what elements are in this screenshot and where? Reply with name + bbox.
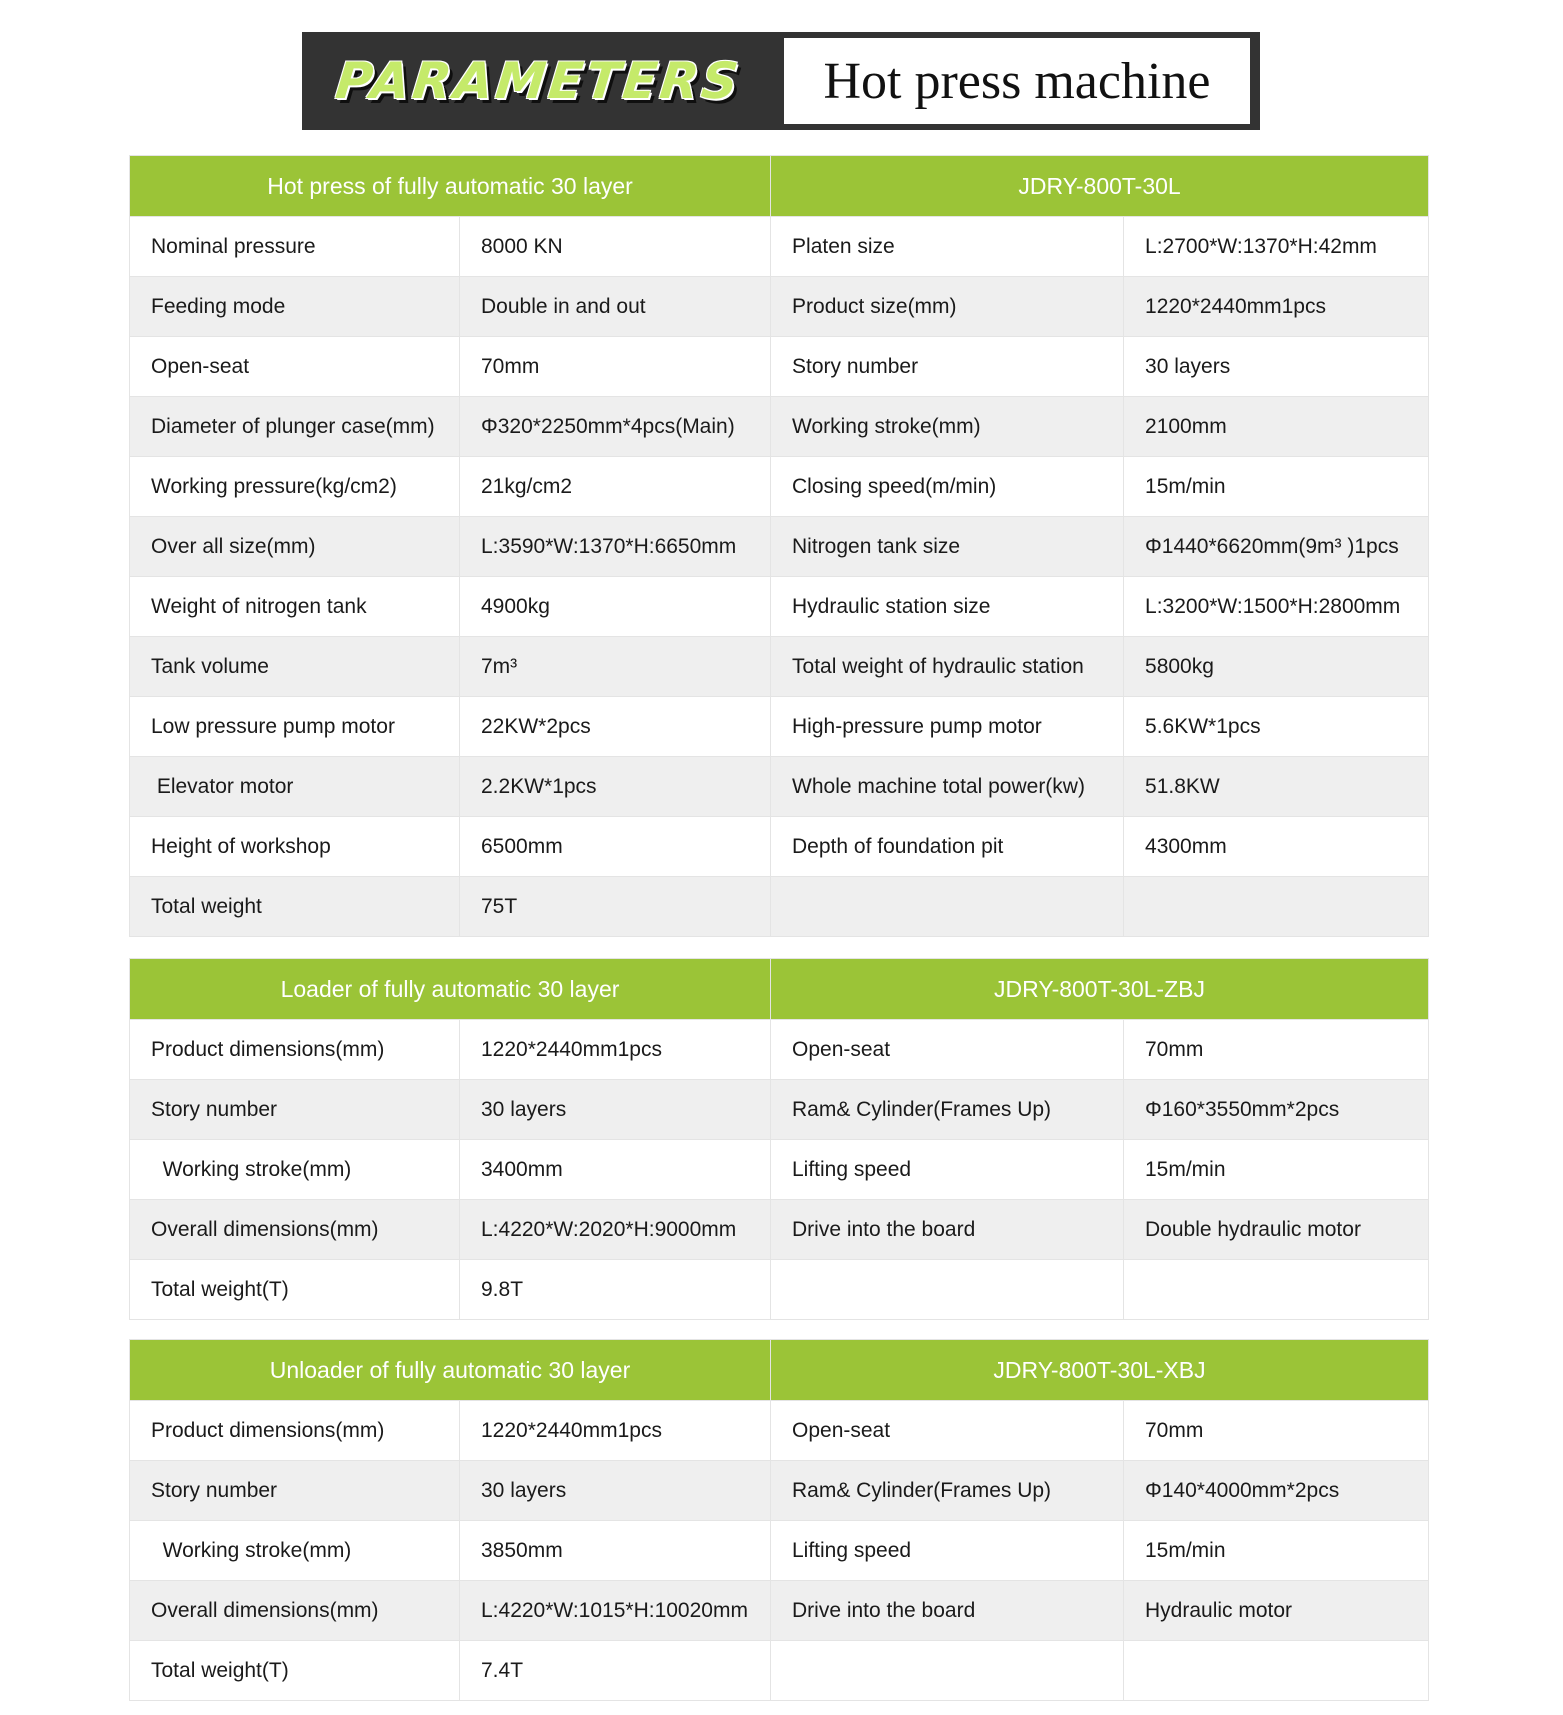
table-row	[130, 697, 1429, 757]
banner-title-panel	[302, 32, 774, 130]
table-header-row	[130, 1340, 1429, 1401]
parameter-value: 70mm	[1124, 1401, 1429, 1461]
table-row	[130, 577, 1429, 637]
parameter-label: Hydraulic station size	[771, 577, 1124, 637]
parameter-value: 70mm	[460, 337, 771, 397]
parameter-value	[1124, 877, 1429, 937]
parameter-label	[771, 1260, 1124, 1320]
parameter-label: Total weight(T)	[130, 1641, 460, 1701]
table-header-row	[130, 156, 1429, 217]
parameter-value: 15m/min	[1124, 1521, 1429, 1581]
table-row	[130, 1200, 1429, 1260]
parameter-label: Product dimensions(mm)	[130, 1020, 460, 1080]
parameter-label: Product size(mm)	[771, 277, 1124, 337]
parameter-value: 1220*2440mm1pcs	[460, 1401, 771, 1461]
table-row	[130, 1401, 1429, 1461]
parameter-value: 30 layers	[1124, 337, 1429, 397]
parameter-label: Open-seat	[130, 337, 460, 397]
table-row	[130, 217, 1429, 277]
parameter-value: 9.8T	[460, 1260, 771, 1320]
parameter-label: Depth of foundation pit	[771, 817, 1124, 877]
parameter-label: Product dimensions(mm)	[130, 1401, 460, 1461]
parameter-label: Closing speed(m/min)	[771, 457, 1124, 517]
parameter-label: Platen size	[771, 217, 1124, 277]
parameter-value: 4900kg	[460, 577, 771, 637]
table-title: Loader of fully automatic 30 layer	[130, 959, 771, 1020]
table-row	[130, 1521, 1429, 1581]
parameter-label	[771, 877, 1124, 937]
table-row	[130, 1020, 1429, 1080]
parameter-value: Φ320*2250mm*4pcs(Main)	[460, 397, 771, 457]
parameter-value: 5.6KW*1pcs	[1124, 697, 1429, 757]
parameter-label: Whole machine total power(kw)	[771, 757, 1124, 817]
parameter-value	[1124, 1260, 1429, 1320]
table-title: Hot press of fully automatic 30 layer	[130, 156, 771, 217]
parameter-value: 21kg/cm2	[460, 457, 771, 517]
model-number: JDRY-800T-30L-ZBJ	[771, 959, 1429, 1020]
parameter-value: 1220*2440mm1pcs	[460, 1020, 771, 1080]
banner-subtitle: Hot press machine	[823, 52, 1211, 110]
table-row	[130, 337, 1429, 397]
parameter-value: L:4220*W:1015*H:10020mm	[460, 1581, 771, 1641]
parameter-value: 1220*2440mm1pcs	[1124, 277, 1429, 337]
hot-press-spec-table	[129, 155, 1429, 937]
parameter-value: 6500mm	[460, 817, 771, 877]
parameter-value: 7m³	[460, 637, 771, 697]
parameter-label: Story number	[771, 337, 1124, 397]
model-number: JDRY-800T-30L	[771, 156, 1429, 217]
parameter-value: Φ140*4000mm*2pcs	[1124, 1461, 1429, 1521]
parameter-value: 30 layers	[460, 1461, 771, 1521]
unloader-spec-table	[129, 1339, 1429, 1701]
table-row	[130, 1140, 1429, 1200]
parameter-value: Double hydraulic motor	[1124, 1200, 1429, 1260]
parameter-label: Diameter of plunger case(mm)	[130, 397, 460, 457]
parameter-label: Nitrogen tank size	[771, 517, 1124, 577]
parameters-banner	[302, 32, 1260, 130]
parameter-value: Double in and out	[460, 277, 771, 337]
table-row	[130, 1461, 1429, 1521]
table-row	[130, 877, 1429, 937]
banner-title: PARAMETERS	[332, 52, 744, 110]
table-title: Unloader of fully automatic 30 layer	[130, 1340, 771, 1401]
parameter-label: Drive into the board	[771, 1200, 1124, 1260]
parameter-value: L:3200*W:1500*H:2800mm	[1124, 577, 1429, 637]
parameter-label: Total weight(T)	[130, 1260, 460, 1320]
parameter-label: Elevator motor	[130, 757, 460, 817]
parameter-label: Open-seat	[771, 1401, 1124, 1461]
parameter-value: 75T	[460, 877, 771, 937]
model-number: JDRY-800T-30L-XBJ	[771, 1340, 1429, 1401]
table-row	[130, 397, 1429, 457]
table-row	[130, 1641, 1429, 1701]
parameter-label: Nominal pressure	[130, 217, 460, 277]
parameter-label: Lifting speed	[771, 1140, 1124, 1200]
parameter-value	[1124, 1641, 1429, 1701]
parameter-label: Working stroke(mm)	[130, 1140, 460, 1200]
table-row	[130, 757, 1429, 817]
table-row	[130, 1260, 1429, 1320]
parameter-label: Low pressure pump motor	[130, 697, 460, 757]
parameter-label: Overall dimensions(mm)	[130, 1581, 460, 1641]
parameter-value: 3850mm	[460, 1521, 771, 1581]
parameter-label	[771, 1641, 1124, 1701]
parameter-value: 4300mm	[1124, 817, 1429, 877]
table-row	[130, 1080, 1429, 1140]
table-row	[130, 1581, 1429, 1641]
parameter-value: 15m/min	[1124, 457, 1429, 517]
parameter-value: 15m/min	[1124, 1140, 1429, 1200]
parameter-value: 2.2KW*1pcs	[460, 757, 771, 817]
parameter-value: Hydraulic motor	[1124, 1581, 1429, 1641]
parameter-label: Tank volume	[130, 637, 460, 697]
table-row	[130, 637, 1429, 697]
parameter-label: Total weight of hydraulic station	[771, 637, 1124, 697]
parameter-label: Total weight	[130, 877, 460, 937]
banner-subtitle-panel	[784, 38, 1250, 124]
parameter-value: 3400mm	[460, 1140, 771, 1200]
parameter-label: Drive into the board	[771, 1581, 1124, 1641]
parameter-label: Ram& Cylinder(Frames Up)	[771, 1080, 1124, 1140]
parameter-value: 8000 KN	[460, 217, 771, 277]
parameter-label: Working stroke(mm)	[130, 1521, 460, 1581]
parameter-value: L:4220*W:2020*H:9000mm	[460, 1200, 771, 1260]
parameter-label: Working stroke(mm)	[771, 397, 1124, 457]
parameter-label: Height of workshop	[130, 817, 460, 877]
parameter-label: Open-seat	[771, 1020, 1124, 1080]
loader-spec-table	[129, 958, 1429, 1320]
parameter-value: 7.4T	[460, 1641, 771, 1701]
parameter-value: 22KW*2pcs	[460, 697, 771, 757]
parameter-value: Φ1440*6620mm(9m³ )1pcs	[1124, 517, 1429, 577]
parameter-value: L:3590*W:1370*H:6650mm	[460, 517, 771, 577]
parameter-label: Lifting speed	[771, 1521, 1124, 1581]
parameter-value: L:2700*W:1370*H:42mm	[1124, 217, 1429, 277]
table-row	[130, 817, 1429, 877]
parameter-label: Weight of nitrogen tank	[130, 577, 460, 637]
parameter-label: Ram& Cylinder(Frames Up)	[771, 1461, 1124, 1521]
table-row	[130, 517, 1429, 577]
parameter-value: 70mm	[1124, 1020, 1429, 1080]
table-row	[130, 457, 1429, 517]
parameter-label: High-pressure pump motor	[771, 697, 1124, 757]
parameter-value: 2100mm	[1124, 397, 1429, 457]
parameter-label: Over all size(mm)	[130, 517, 460, 577]
parameter-label: Story number	[130, 1080, 460, 1140]
table-header-row	[130, 959, 1429, 1020]
parameter-label: Feeding mode	[130, 277, 460, 337]
table-row	[130, 277, 1429, 337]
parameter-label: Story number	[130, 1461, 460, 1521]
parameter-label: Working pressure(kg/cm2)	[130, 457, 460, 517]
parameter-value: 51.8KW	[1124, 757, 1429, 817]
parameter-value: Φ160*3550mm*2pcs	[1124, 1080, 1429, 1140]
parameter-value: 5800kg	[1124, 637, 1429, 697]
parameter-value: 30 layers	[460, 1080, 771, 1140]
parameter-label: Overall dimensions(mm)	[130, 1200, 460, 1260]
